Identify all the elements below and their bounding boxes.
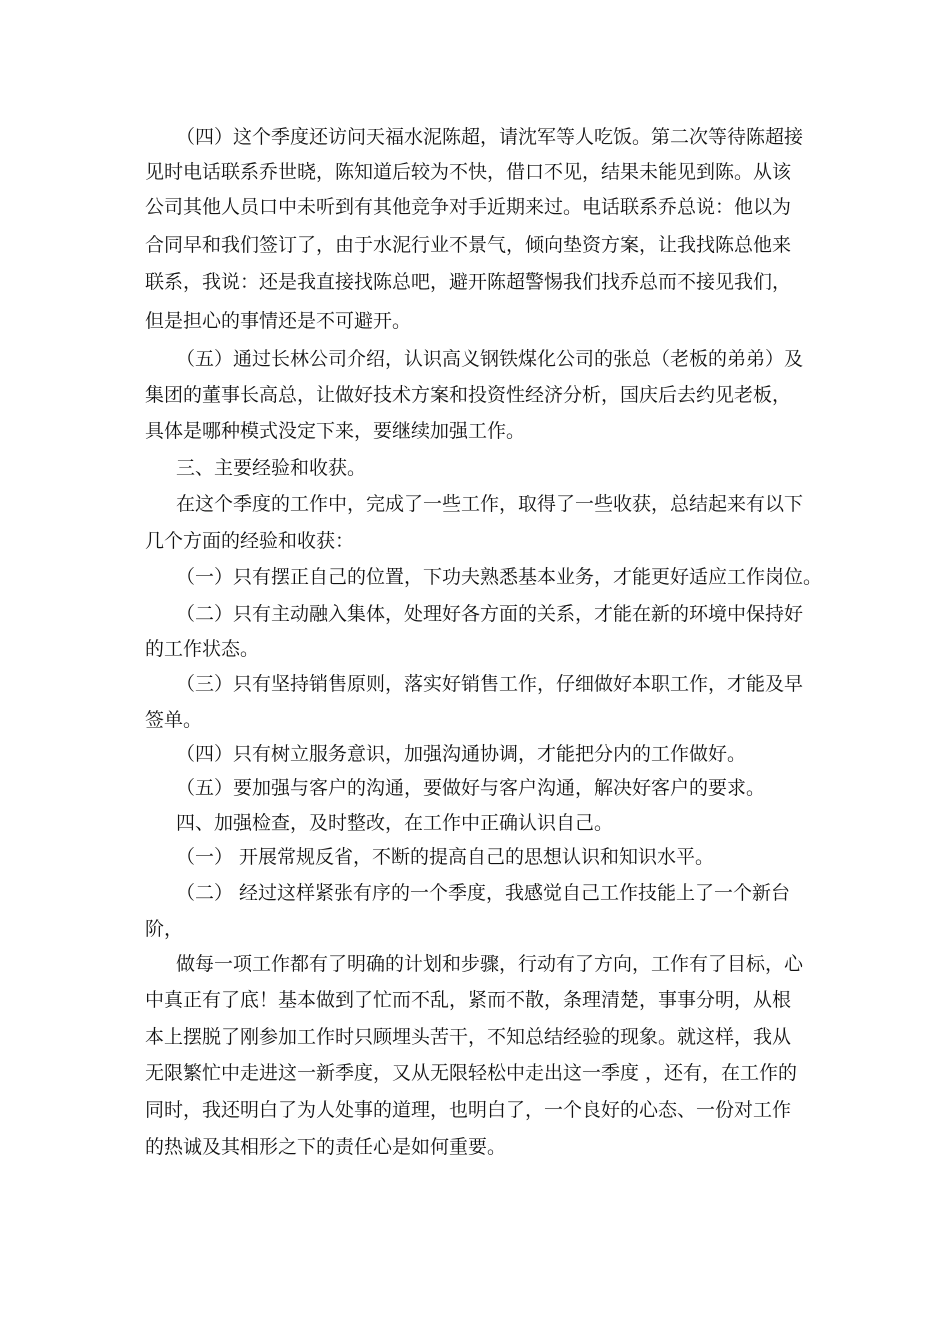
paragraph-line: 见时电话联系乔世晓，陈知道后较为不快，借口不见，结果未能见到陈。从该 xyxy=(145,161,792,183)
paragraph-line: （二） 经过这样紧张有序的一个季度，我感觉自己工作技能上了一个新台 xyxy=(176,882,791,904)
paragraph-line: 本上摆脱了刚参加工作时只顾埋头苦干，不知总结经验的现象。就这样，我从 xyxy=(145,1026,792,1048)
paragraph-line: 公司其他人员口中未听到有其他竞争对手近期来过。电话联系乔总说：他以为 xyxy=(145,196,792,218)
paragraph-line: 中真正有了底！基本做到了忙而不乱，紧而不散，条理清楚，事事分明，从根 xyxy=(145,989,792,1011)
paragraph-line: 的工作状态。 xyxy=(145,638,260,660)
paragraph-line: 签单。 xyxy=(145,709,203,731)
paragraph-line: 做每一项工作都有了明确的计划和步骤，行动有了方向，工作有了目标，心 xyxy=(176,953,804,975)
paragraph-line: 在这个季度的工作中，完成了一些工作，取得了一些收获，总结起来有以下 xyxy=(176,493,804,515)
paragraph-line: （四）只有树立服务意识，加强沟通协调，才能把分内的工作做好。 xyxy=(176,743,747,765)
paragraph-line: 无限繁忙中走进这一新季度，又从无限轻松中走出这一季度 ，还有，在工作的 xyxy=(145,1062,798,1084)
section-heading: 三、主要经验和收获。 xyxy=(176,457,367,479)
paragraph-line: （四）这个季度还访问天福水泥陈超，请沈军等人吃饭。第二次等待陈超接 xyxy=(176,126,804,148)
paragraph-line: （五）要加强与客户的沟通，要做好与客户沟通，解决好客户的要求。 xyxy=(176,777,766,799)
paragraph-line: （二）只有主动融入集体，处理好各方面的关系，才能在新的环境中保持好 xyxy=(176,603,804,625)
paragraph-line: 集团的董事长高总，让做好技术方案和投资性经济分析，国庆后去约见老板， xyxy=(145,384,792,406)
paragraph-line: 阶， xyxy=(145,918,184,940)
paragraph-line: 的热诚及其相形之下的责任心是如何重要。 xyxy=(145,1136,507,1158)
paragraph-line: 但是担心的事情还是不可避开。 xyxy=(145,310,412,332)
section-heading: 四、加强检查，及时整改，在工作中正确认识自己。 xyxy=(176,812,614,834)
paragraph-line: 联系，我说：还是我直接找陈总吧，避开陈超警惕我们找乔总而不接见我们， xyxy=(145,271,792,293)
paragraph-line: （三）只有坚持销售原则，落实好销售工作，仔细做好本职工作，才能及早 xyxy=(176,673,804,695)
paragraph-line: 合同早和我们签订了，由于水泥行业不景气，倾向垫资方案，让我找陈总他来 xyxy=(145,234,792,256)
paragraph-line: （五）通过长林公司介绍，认识高义钢铁煤化公司的张总（老板的弟弟）及 xyxy=(176,348,804,370)
paragraph-line: （一）只有摆正自己的位置，下功夫熟悉基本业务，才能更好适应工作岗位。 xyxy=(176,566,823,588)
paragraph-line: 具体是哪种模式没定下来，要继续加强工作。 xyxy=(145,420,526,442)
paragraph-line: 几个方面的经验和收获： xyxy=(145,530,355,552)
paragraph-line: （一） 开展常规反省，不断的提高自己的思想认识和知识水平。 xyxy=(176,846,715,868)
paragraph-line: 同时，我还明白了为人处事的道理，也明白了，一个良好的心态、一份对工作 xyxy=(145,1099,792,1121)
